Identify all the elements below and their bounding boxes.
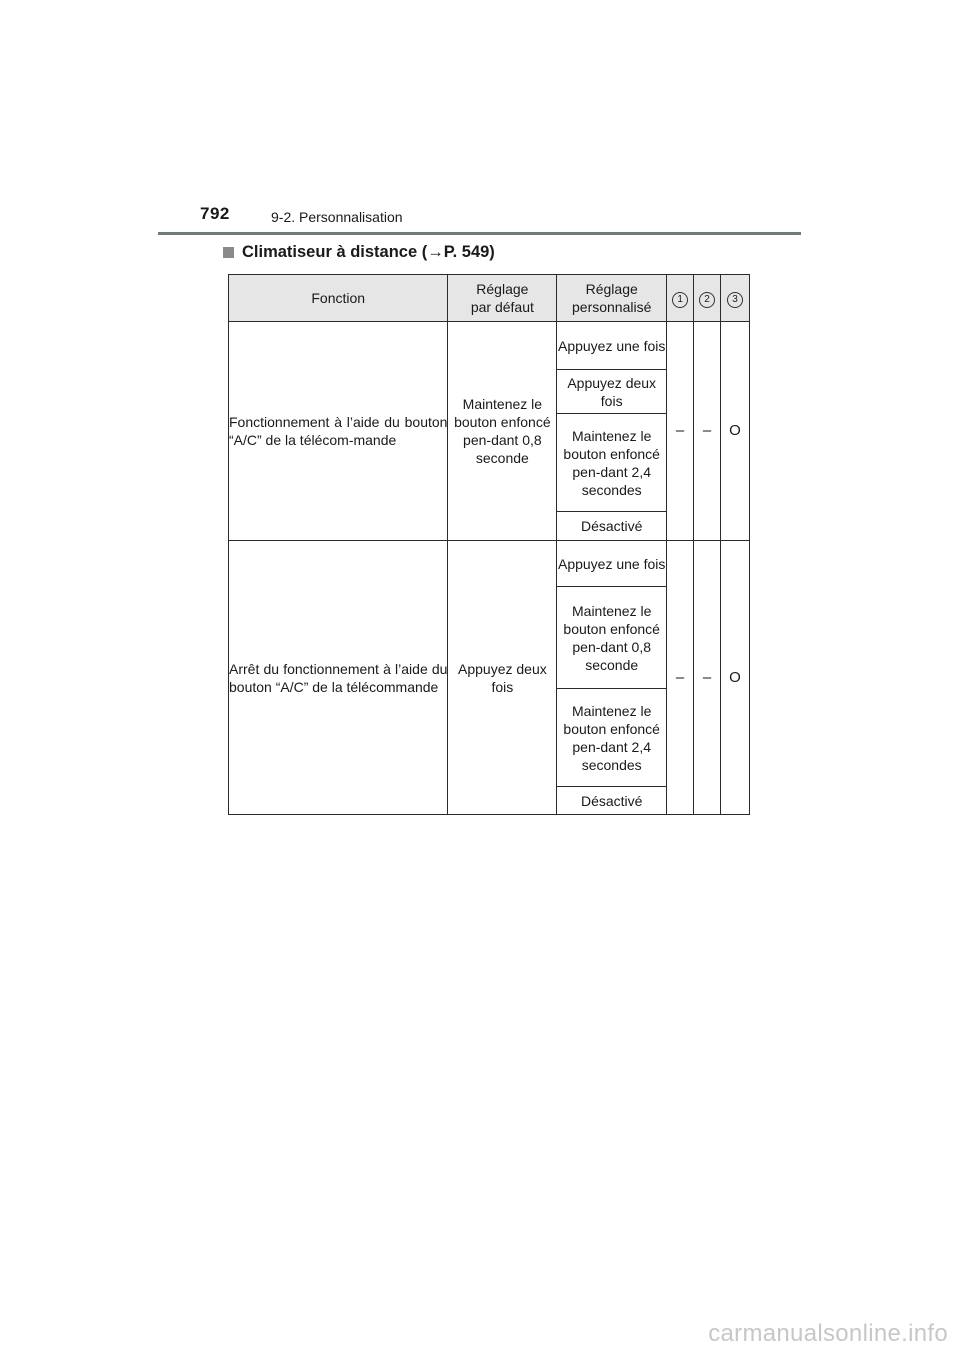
column-header-function: Fonction bbox=[229, 275, 448, 322]
custom-option: Appuyez deux fois bbox=[557, 370, 667, 414]
right-arrow-icon: → bbox=[427, 243, 444, 261]
function-cell: Arrêt du fonctionnement à l’aide du bouton “A/C” de la télécommande bbox=[229, 541, 448, 815]
table-header-row bbox=[229, 275, 750, 322]
default-cell: Appuyez deux fois bbox=[448, 541, 557, 815]
heading-text: Climatiseur à distance ( bbox=[242, 243, 428, 261]
circled-3-icon: 3 bbox=[727, 292, 743, 308]
mark-cell-1: – bbox=[667, 322, 694, 541]
custom-option: Appuyez une fois bbox=[557, 322, 667, 370]
table-row bbox=[229, 541, 750, 587]
column-header-default: Réglage par défaut bbox=[448, 275, 557, 322]
circled-1-icon: 1 bbox=[672, 292, 688, 308]
mark-cell-1: – bbox=[667, 541, 694, 815]
header-rule bbox=[158, 232, 801, 235]
custom-option: Désactivé bbox=[557, 787, 667, 815]
custom-option: Maintenez le bouton enfoncé pen-dant 2,4 secondes bbox=[557, 689, 667, 787]
heading-page-ref: P. 549) bbox=[443, 243, 495, 261]
custom-option: Maintenez le bouton enfoncé pen-dant 2,4 secondes bbox=[557, 414, 667, 512]
mark-cell-2: – bbox=[694, 541, 721, 815]
square-bullet-icon bbox=[223, 247, 234, 258]
watermark-text: carmanualsonline.info bbox=[708, 1320, 948, 1347]
column-header-1 bbox=[667, 275, 694, 322]
column-header-3 bbox=[721, 275, 750, 322]
mark-cell-2: – bbox=[694, 322, 721, 541]
page-number: 792 bbox=[200, 204, 230, 223]
custom-option: Maintenez le bouton enfoncé pen-dant 0,8 seconde bbox=[557, 587, 667, 689]
section-label: 9-2. Personnalisation bbox=[271, 209, 403, 225]
circled-2-icon: 2 bbox=[699, 292, 715, 308]
column-header-2 bbox=[694, 275, 721, 322]
custom-option: Appuyez une fois bbox=[557, 541, 667, 587]
table-row bbox=[229, 322, 750, 370]
mark-cell-3: O bbox=[721, 322, 750, 541]
customization-table bbox=[228, 274, 750, 815]
mark-cell-3: O bbox=[721, 541, 750, 815]
default-cell: Maintenez le bouton enfoncé pen-dant 0,8 seconde bbox=[448, 322, 557, 541]
custom-option: Désactivé bbox=[557, 512, 667, 541]
column-header-custom: Réglage personnalisé bbox=[557, 275, 667, 322]
function-cell: Fonctionnement à l’aide du bouton “A/C” de la télécom-mande bbox=[229, 322, 448, 541]
section-heading bbox=[223, 243, 495, 262]
